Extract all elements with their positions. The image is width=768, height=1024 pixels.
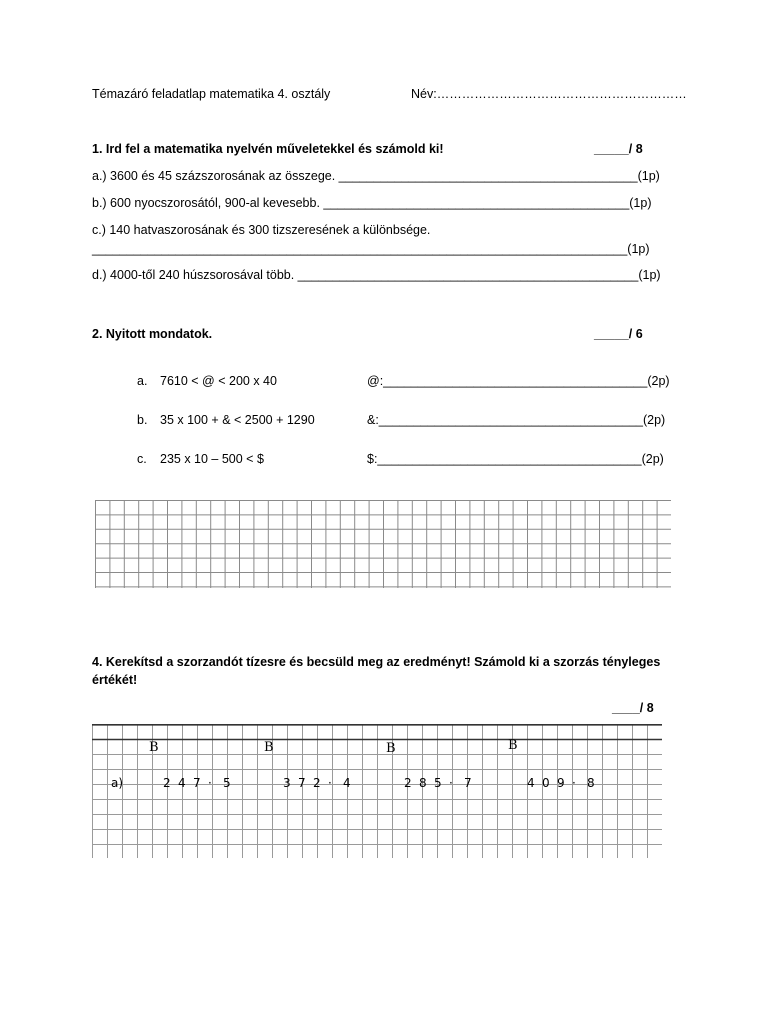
b-label-3: B: [386, 741, 396, 756]
task2-expr-c: 235 x 10 – 500 < $: [160, 452, 264, 466]
multiplication-digit: 5: [223, 776, 231, 790]
task2-answer-a: @:______________________________________(2p): [367, 374, 670, 388]
b-label-1: B: [149, 740, 159, 755]
task2-letter-b: b.: [137, 413, 148, 427]
multiplication-digit: 8: [587, 776, 595, 790]
task2-answer-b: &:______________________________________(2p): [367, 413, 666, 427]
b-label-4: B: [508, 738, 518, 753]
task4-title-line2: értékét!: [92, 673, 138, 687]
work-grid-2: [92, 724, 662, 858]
multiplication-digit: 9: [557, 776, 565, 790]
task1-item-b: b.) 600 nyocszorosától, 900-al kevesebb. ____________________________________________(1p): [92, 196, 652, 210]
multiplication-digit: ·: [449, 776, 453, 790]
task1-score: _____/ 8: [594, 142, 643, 156]
multiplication-digit: 3: [283, 776, 291, 790]
multiplication-digit: 4: [527, 776, 535, 790]
b-label-2: B: [264, 740, 274, 755]
multiplication-digit: 4: [343, 776, 351, 790]
task1-item-d: d.) 4000-től 240 húszsorosával több. _________________________________________________(1p): [92, 268, 661, 282]
task1-item-c: c.) 140 hatvaszorosának és 300 tizszeresének a különbsége.: [92, 223, 431, 237]
multiplication-digit: 7: [193, 776, 201, 790]
task4-title-line1: 4. Kerekítsd a szorzandót tízesre és becsüld meg az eredményt! Számold ki a szorzás tényleges: [92, 655, 661, 669]
multiplication-digit: 2: [404, 776, 412, 790]
multiplication-digit: 2: [313, 776, 321, 790]
multiplication-digit: 8: [419, 776, 427, 790]
row-label-a: a): [111, 776, 124, 790]
task1-title: 1. Ird fel a matematika nyelvén műveletekkel és számold ki!: [92, 142, 444, 156]
multiplication-digit: 5: [434, 776, 442, 790]
worksheet-title: Témazáró feladatlap matematika 4. osztály: [92, 87, 331, 101]
multiplication-digit: ·: [328, 776, 332, 790]
multiplication-digit: ·: [572, 776, 576, 790]
task2-title: 2. Nyitott mondatok.: [92, 327, 213, 341]
task2-letter-a: a.: [137, 374, 148, 388]
multiplication-digit: 2: [163, 776, 171, 790]
task2-score: _____/ 6: [594, 327, 643, 341]
task2-expr-a: 7610 < @ < 200 x 40: [160, 374, 277, 388]
multiplication-digit: 7: [464, 776, 472, 790]
multiplication-digit: 0: [542, 776, 550, 790]
task2-expr-b: 35 x 100 + & < 2500 + 1290: [160, 413, 315, 427]
multiplication-digit: 7: [298, 776, 306, 790]
task1-item-c-line: _____________________________________________________________________________(1p): [92, 242, 650, 256]
task2-letter-c: c.: [137, 452, 147, 466]
name-field: Név:……………………………………………………: [411, 87, 687, 101]
work-grid-1: [95, 500, 671, 588]
multiplication-digit: 4: [178, 776, 186, 790]
task4-score: ____/ 8: [612, 701, 654, 715]
task2-answer-c: $:______________________________________(2p): [367, 452, 664, 466]
task1-item-a: a.) 3600 és 45 százszorosának az összege. ___________________________________________(1p): [92, 169, 660, 183]
multiplication-digit: ·: [208, 776, 212, 790]
